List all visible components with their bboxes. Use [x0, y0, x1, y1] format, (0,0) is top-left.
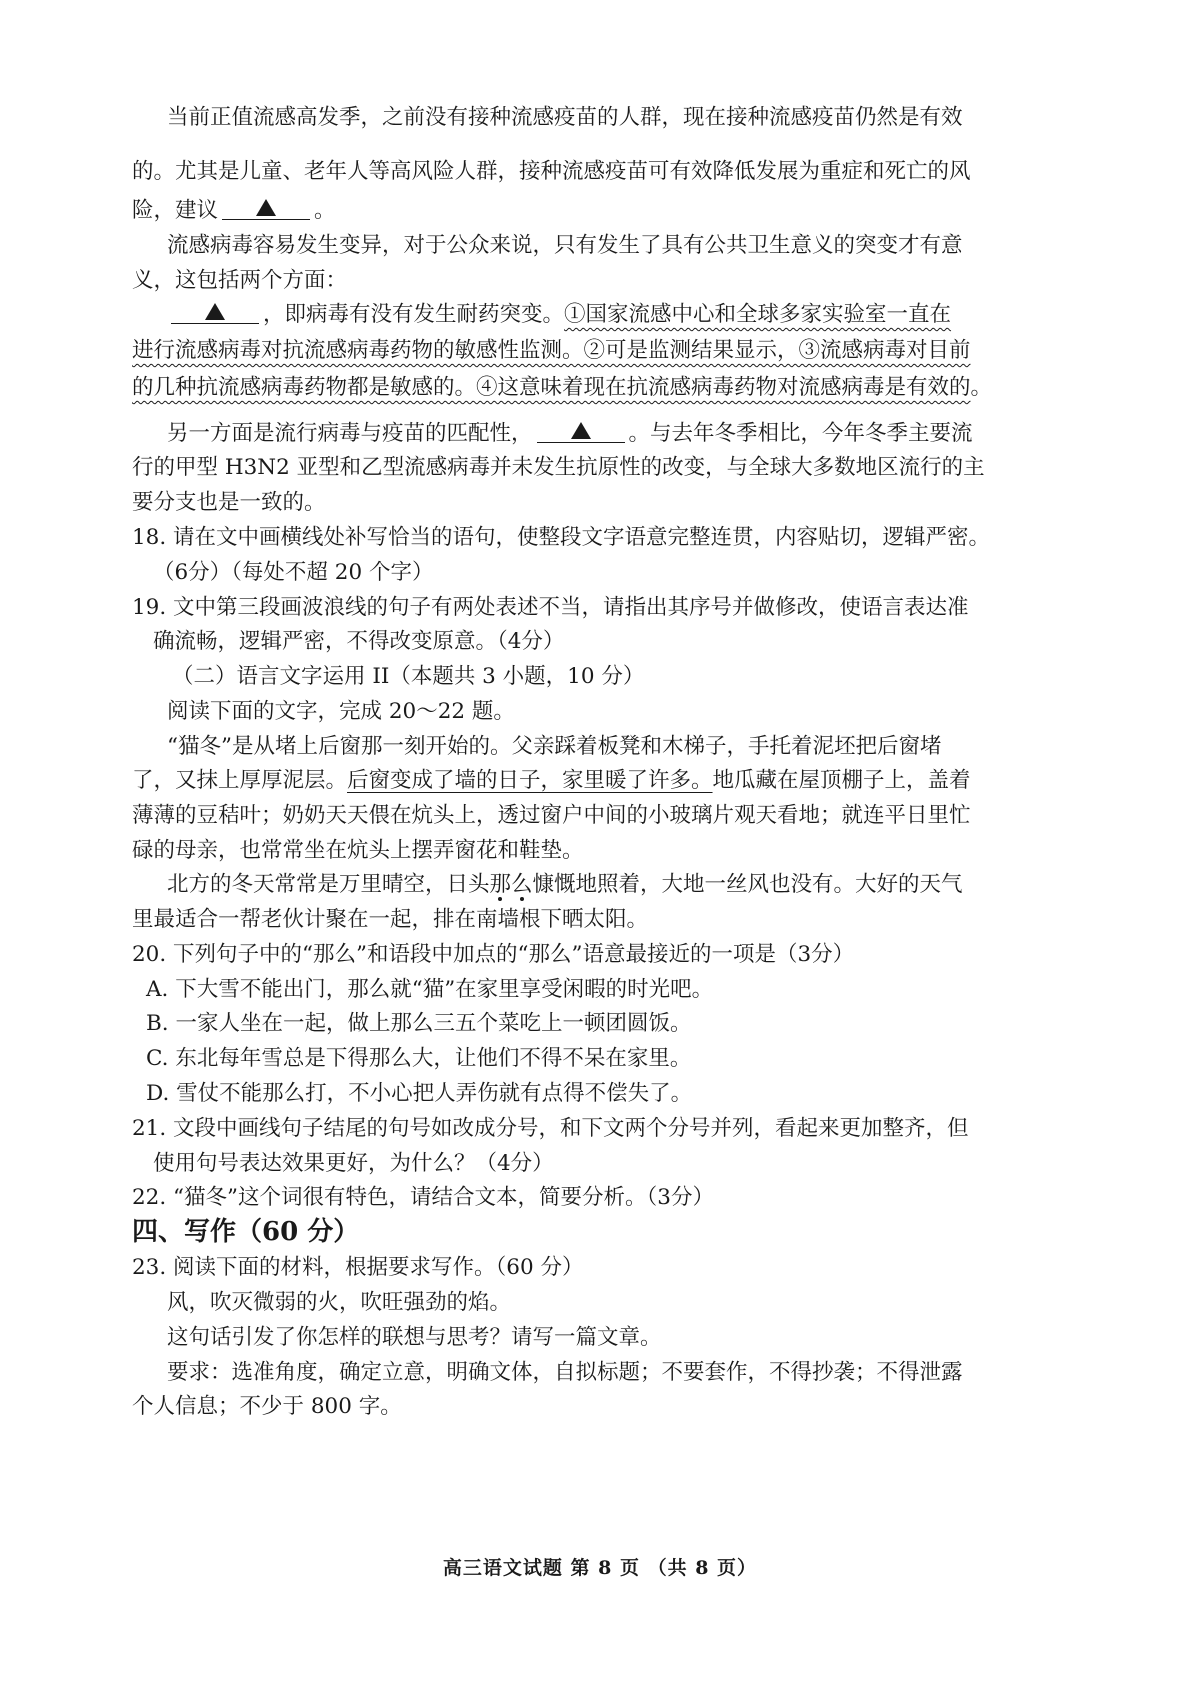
q23-quote: 风，吹灭微弱的火，吹旺强劲的焰。: [167, 1290, 512, 1315]
page-footer: 高三语文试题 第 8 页 （共 8 页）: [442, 1557, 758, 1579]
q23-stem: 23. 阅读下面的材料，根据要求写作。（60 分）: [132, 1255, 584, 1280]
answer-blank-2: [171, 301, 259, 324]
q20-option-b: B. 一家人坐在一起，做上那么三五个菜吃上一顿团圆饭。: [146, 1011, 692, 1036]
q22: 22. “猫冬”这个词很有特色，请结合文本，简要分析。（3分）: [132, 1185, 714, 1210]
wavy-sentence: ①国家流感中心和全球多家实验室一直在: [564, 302, 952, 327]
read-instruction: 阅读下面的文字，完成 20～22 题。: [167, 699, 515, 724]
q20-stem: 20. 下列句子中的“那么”和语段中加点的“那么”语意最接近的一项是（3分）: [132, 942, 855, 967]
triangle-icon: [256, 199, 276, 216]
q21-line-1: 21. 文段中画线句子结尾的句号如改成分号，和下文两个分号并列，看起来更加整齐，但: [132, 1116, 969, 1141]
q20-option-d: D. 雪仗不能那么打，不小心把人弄伤就有点得不偿失了。: [146, 1081, 693, 1106]
passage-line-2: 了，又抹上厚厚泥层。后窗变成了墙的日子，家里暖了许多。地瓜藏在屋顶棚子上，盖着: [132, 768, 971, 793]
p3-line-2: 进行流感病毒对抗流感病毒药物的敏感性监测。②可是监测结果显示，③流感病毒对目前: [132, 338, 971, 363]
q20-option-a: A. 下大雪不能出门，那么就“猫”在家里享受闲暇的时光吧。: [146, 977, 714, 1002]
p3-line-3: 的几种抗流感病毒药物都是敏感的。④这意味着现在抗流感病毒药物对流感病毒是有效的。: [132, 375, 993, 400]
underlined-sentence: 后窗变成了墙的日子，家里暖了许多。: [347, 768, 713, 793]
q23-requirements-2: 个人信息；不少于 800 字。: [132, 1394, 402, 1419]
q23-requirements-1: 要求：选准角度，确定立意，明确文体，自拟标题；不要套作，不得抄袭；不得泄露: [167, 1360, 963, 1385]
answer-blank-3: [537, 420, 625, 443]
p3-line-1: ，即病毒有没有发生耐药突变。①国家流感中心和全球多家实验室一直在: [167, 300, 951, 330]
answer-blank-1: [222, 197, 310, 220]
p1-line-1: 当前正值流感高发季，之前没有接种流感疫苗的人群，现在接种流感疫苗仍然是有效: [167, 105, 963, 130]
q23-prompt: 这句话引发了你怎样的联想与思考？请写一篇文章。: [167, 1325, 662, 1350]
q21-line-2: 使用句号表达效果更好，为什么？（4分）: [153, 1151, 554, 1176]
passage-line-4: 碌的母亲，也常常坐在炕头上摆弄窗花和鞋垫。: [132, 838, 584, 863]
passage-line-1: “猫冬”是从堵上后窗那一刻开始的。父亲踩着板凳和木梯子，手托着泥坯把后窗堵: [167, 734, 942, 759]
q19-line-1: 19. 文中第三段画波浪线的句子有两处表述不当，请指出其序号并做修改，使语言表达准: [132, 595, 969, 620]
passage-line-6: 里最适合一帮老伙计聚在一起，排在南墙根下晒太阳。: [132, 907, 649, 932]
section-2-heading: （二）语言文字运用 II（本题共 3 小题，10 分）: [172, 664, 645, 689]
p4-line-1: 另一方面是流行病毒与疫苗的匹配性， 。与去年冬季相比，今年冬季主要流: [167, 421, 973, 446]
passage-line-3: 薄薄的豆秸叶；奶奶天天偎在炕头上，透过窗户中间的小玻璃片观天看地；就连平日里忙: [132, 803, 971, 828]
p2-line-1: 流感病毒容易发生变异，对于公众来说，只有发生了具有公共卫生意义的突变才有意: [167, 233, 963, 258]
q19-line-2: 确流畅，逻辑严密，不得改变原意。（4分）: [153, 629, 565, 654]
p1-line-2: 的。尤其是儿童、老年人等高风险人群，接种流感疫苗可有效降低发展为重症和死亡的风: [132, 159, 971, 184]
triangle-icon: [205, 303, 225, 320]
section-4-heading: 四、写作（60 分）: [132, 1217, 360, 1247]
p1-line-3: 险，建议 。: [132, 198, 336, 223]
dotted-word: 那么: [490, 870, 533, 900]
triangle-icon: [571, 422, 591, 439]
emphasis-dot: [520, 897, 524, 901]
p2-line-2: 义，这包括两个方面：: [132, 268, 348, 293]
p4-line-2: 行的甲型 H3N2 亚型和乙型流感病毒并未发生抗原性的改变，与全球大多数地区流行的主: [132, 455, 985, 480]
passage-line-5: 北方的冬天常常是万里晴空，日头那么 慷慨地照着，大地一丝风也没有。大好的天气: [167, 870, 963, 900]
p4-line-3: 要分支也是一致的。: [132, 490, 326, 515]
q18-line-2: （6分）（每处不超 20 个字）: [153, 560, 434, 585]
emphasis-dot: [498, 897, 502, 901]
q18-line-1: 18. 请在文中画横线处补写恰当的语句，使整段文字语意完整连贯，内容贴切，逻辑严密。: [132, 525, 991, 550]
q20-option-c: C. 东北每年雪总是下得那么大，让他们不得不呆在家里。: [146, 1046, 692, 1071]
